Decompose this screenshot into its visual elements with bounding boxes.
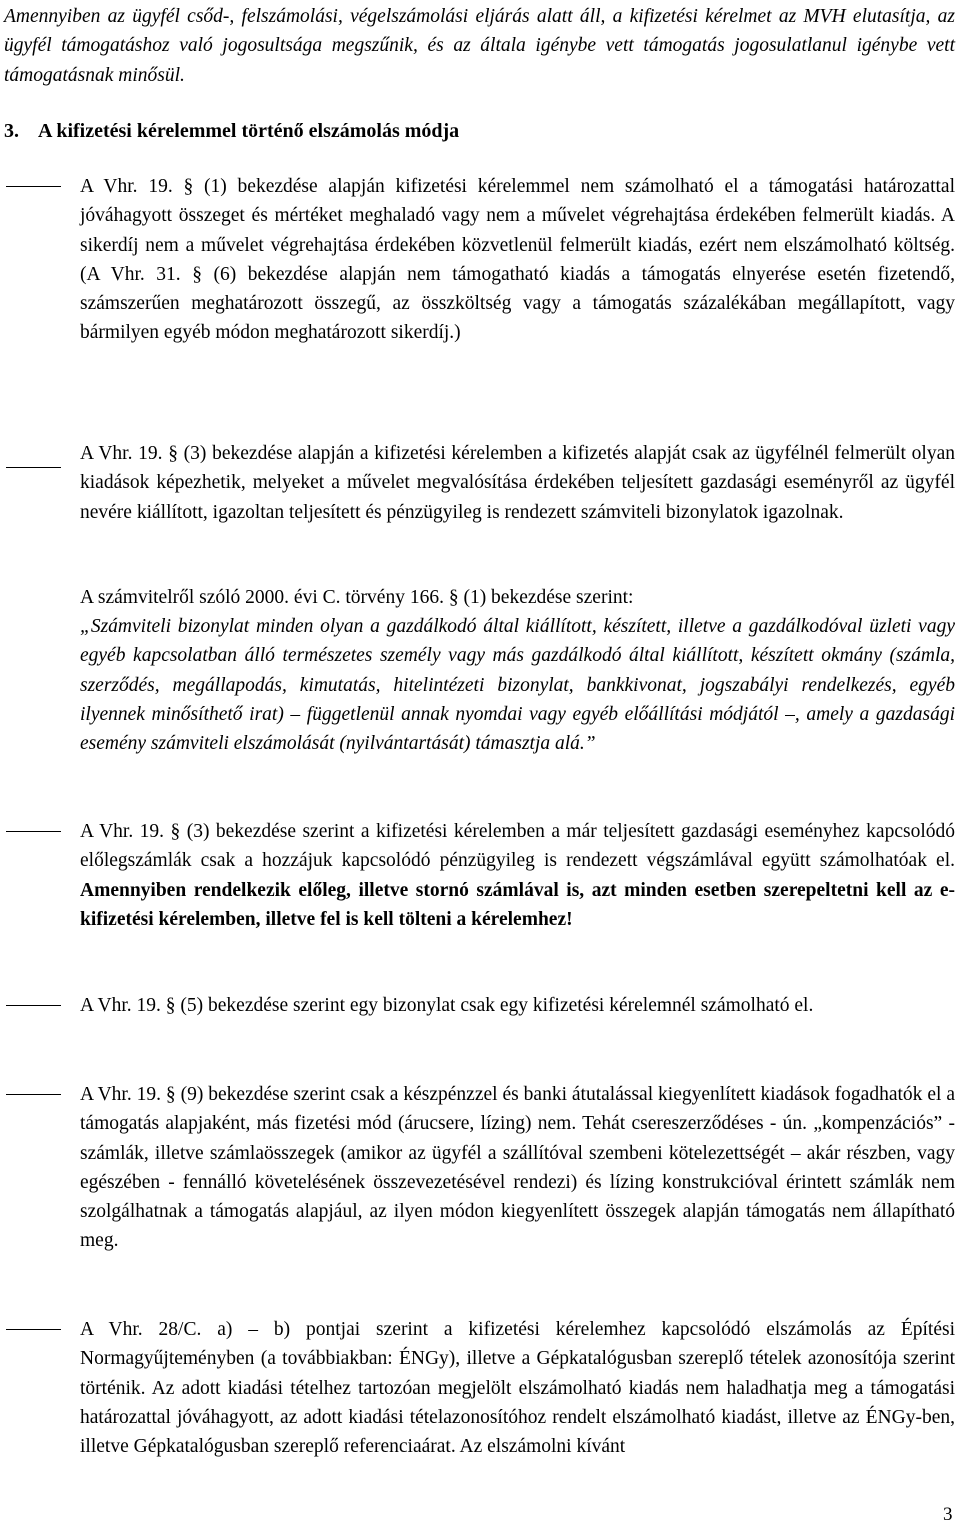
item-text: A Vhr. 19. § (3) bekezdése szerint a kifizetési kérelemben a már teljesített gazdasági eseményhez kapcsolódó előlegszámlák csak a hozzájuk kapcsolódó pénzügyileg is rendezett végszámlával együtt számolhatóak el. — [80, 821, 955, 872]
section-number: 3. — [4, 120, 19, 142]
list-item-vhr-19-5: A Vhr. 19. § (5) bekezdése szerint egy bizonylat csak egy kifizetési kérelemnél számolható el. — [80, 995, 814, 1016]
list-item-vhr-19-9: A Vhr. 19. § (9) bekezdése szerint csak a készpénzzel és banki átutalással kiegyenlített kiadások fogadhatók el a támogatás alapjaként, más fizetési mód (árucsere, lízing) nem. Tehát csereszerződéses - ún. „kompenzációs” - számlák, illetve számlaösszegek (amikor az ügyfél a szállítóval szembeni kötelezettségét – akár részben, vagy egészében - fennálló követelésének összevezetésével rendezi) és lízing konstrukcióval érintett számlák nem szolgálhatnak a támogatás alapjául, az ilyen módon kiegyenlített összegek alapján támogatás nem állapítható meg. — [80, 1084, 955, 1252]
section-heading — [4, 117, 459, 146]
intro-paragraph: Amennyiben az ügyfél csőd-, felszámolási, végelszámolási eljárás alatt áll, a kifizetési kérelmet az MVH elutasítja, az ügyfél támogatáshoz való jogosultsága megszűnik, és az általa igénybe vett támogatás jogosulatlanul igénybe vett támogatásnak minősül. — [4, 6, 955, 86]
list-item-vhr-19-3-a: A Vhr. 19. § (3) bekezdése alapján a kifizetési kérelemben a kifizetés alapját csak az ügyfélnél felmerült olyan kiadások képezhetik, melyeket a művelet megvalósítása érdekében teljesített gazdasági eseményről az ügyfél nevére kiállított, igazoltan teljesített és pénzügyileg is rendezett számviteli bizonylatok igazolnak. — [80, 443, 955, 523]
item-bold-warning: Amennyiben rendelkezik előleg, illetve stornó számlával is, azt minden esetben szerepeltetni kell az e-kifizetési kérelemben, illetve fel is kell tölteni a kérelemhez! — [80, 879, 955, 930]
dash-bullet — [6, 186, 61, 187]
section-title: A kifizetési kérelemmel történő elszámolás módja — [38, 120, 460, 142]
list-item-vhr-28c: A Vhr. 28/C. a) – b) pontjai szerint a kifizetési kérelemhez kapcsolódó elszámolás az Építési Normagyűjteményben (a továbbiakban: ÉNGy), illetve a Gépkatalógusban szereplő tételek azonosítója szerint történik. Az adott kiadási tételhez tartozóan megjelölt elszámolható kiadás nem haladhatja meg a támogatási határozattal jóváhagyott, az adott kiadási tételazonosítóhoz rendelt elszámolható kiadást, illetve az ÉNGy-ben, illetve Gépkatalógusban szereplő referenciaárat. Az elszámolni kívánt — [80, 1319, 955, 1458]
list-item-vhr-19-1: A Vhr. 19. § (1) bekezdése alapján kifizetési kérelemmel nem számolható el a támogatási határozattal jóváhagyott összeget és mértéket meghaladó vagy nem a művelet végrehajtása érdekében felmerült kiadás. A sikerdíj nem a művelet végrehajtása érdekében közvetlenül felmerült kiadás, ezért nem elszámolható költség. (A Vhr. 31. § (6) bekezdése alapján nem támogatható kiadás a támogatás elnyerése esetén fizetendő, számszerűen meghatározott összegű, az összköltség vagy a támogatás százalékában megállapított, vagy bármilyen egyéb módon meghatározott sikerdíj.) — [80, 176, 955, 344]
dash-bullet — [6, 1094, 61, 1095]
list-item-vhr-19-3-b — [80, 817, 955, 934]
dash-bullet — [6, 467, 61, 468]
dash-bullet — [6, 1005, 61, 1006]
law-quote: „Számviteli bizonylat minden olyan a gazdálkodó által kiállított, készített, illetve a gazdálkodóval üzleti vagy egyéb kapcsolatban álló természetes személy vagy más gazdálkodó által kiállított, készített okmány (számla, szerződés, megállapodás, kimutatás, hitelintézeti bizonylat, bankkivonat, jogszabályi rendelkezés, egyéb ilyennek minősíthető irat) – függetlenül annak nyomdai vagy egyéb előállítási módjától –, amely a gazdasági esemény számviteli elszámolását (nyilvántartását) támasztja alá.” — [80, 616, 955, 755]
page-number: 3 — [943, 1504, 953, 1525]
dash-bullet — [6, 1329, 61, 1330]
dash-bullet — [6, 831, 61, 832]
law-reference: A számvitelről szóló 2000. évi C. törvény 166. § (1) bekezdése szerint: — [80, 587, 634, 608]
